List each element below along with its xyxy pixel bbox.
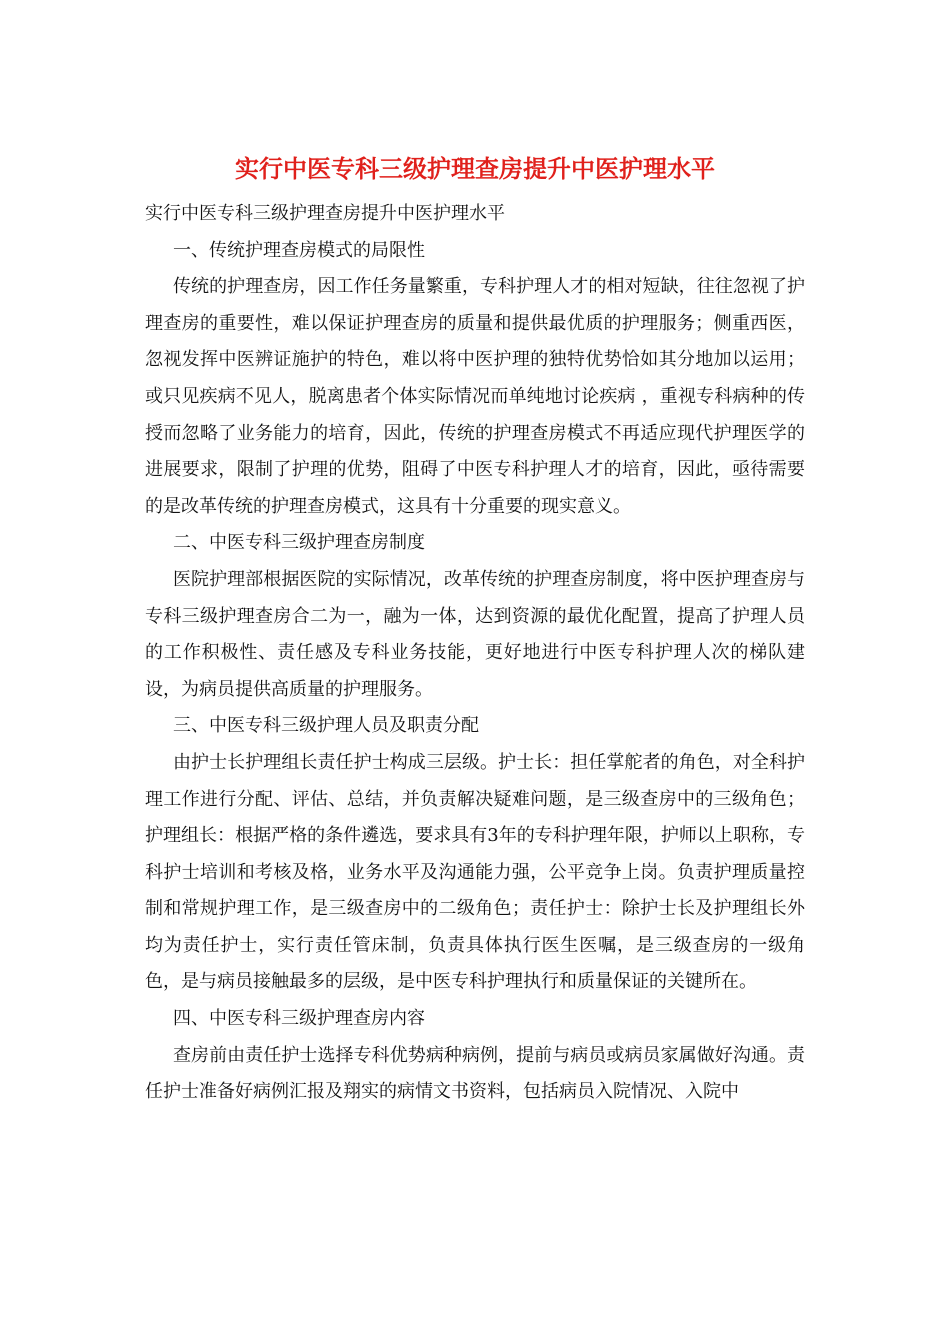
- document-title: 实行中医专科三级护理查房提升中医护理水平: [235, 154, 715, 183]
- paragraph: 医院护理部根据医院的实际情况，改革传统的护理查房制度，将中医护理查房与专科三级护理查房合二为一，融为一体，达到资源的最优化配置，提高了护理人员的工作积极性、责任感及专科业务技能，更好地进行中医专科护理人次的梯队建设，为病员提供高质量的护理服务。: [145, 568, 805, 700]
- paragraph: 查房前由责任护士选择专科优势病种病例，提前与病员或病员家属做好沟通。责任护士准备好病例汇报及翔实的病情文书资料，包括病员入院情况、入院中: [145, 1044, 805, 1103]
- paragraph: 实行中医专科三级护理查房提升中医护理水平: [145, 203, 505, 224]
- paragraph: 传统的护理查房，因工作任务量繁重，专科护理人才的相对短缺，往往忽视了护理查房的重要性，难以保证护理查房的质量和提供最优质的护理服务；侧重西医，忽视发挥中医辨证施护的特色，难以将中医护理的独特优势恰如其分地加以运用；或只见疾病不见人，脱离患者个体实际情况而单纯地讨论疾病 ，重视专科病种的传授而忽略了业务能力的培育，因此，传统的护理查房模式不再适应现代护理医学的进展要求，限制了护理的优势，阻碍了中医专科护理人才的培育，因此，亟待需要的是改革传统的护理查房模式，这具有十分重要的现实意义。: [145, 276, 805, 517]
- section-heading: 一、传统护理查房模式的局限性: [173, 239, 425, 261]
- paragraph: 由护士长护理组长责任护士构成三层级。护士长：担任掌舵者的角色，对全科护理工作进行分配、评估、总结，并负责解决疑难问题，是三级查房中的三级角色；护理组长：根据严格的条件遴选，要求具有3年的专科护理年限，护师以上职称，专科护士培训和考核及格，业务水平及沟通能力强，公平竞争上岗。负责护理质量控制和常规护理工作，是三级查房中的二级角色；责任护士：除护士长及护理组长外均为责任护士，实行责任管床制，负责具体执行医生医嘱，是三级查房的一级角色，是与病员接触最多的层级，是中医专科护理执行和质量保证的关键所在。: [145, 751, 805, 993]
- document-body: [145, 196, 805, 1111]
- section-heading: 四、中医专科三级护理查房内容: [173, 1008, 425, 1030]
- section-heading: 二、中医专科三级护理查房制度: [173, 532, 425, 554]
- section-heading: 三、中医专科三级护理人员及职责分配: [173, 715, 479, 737]
